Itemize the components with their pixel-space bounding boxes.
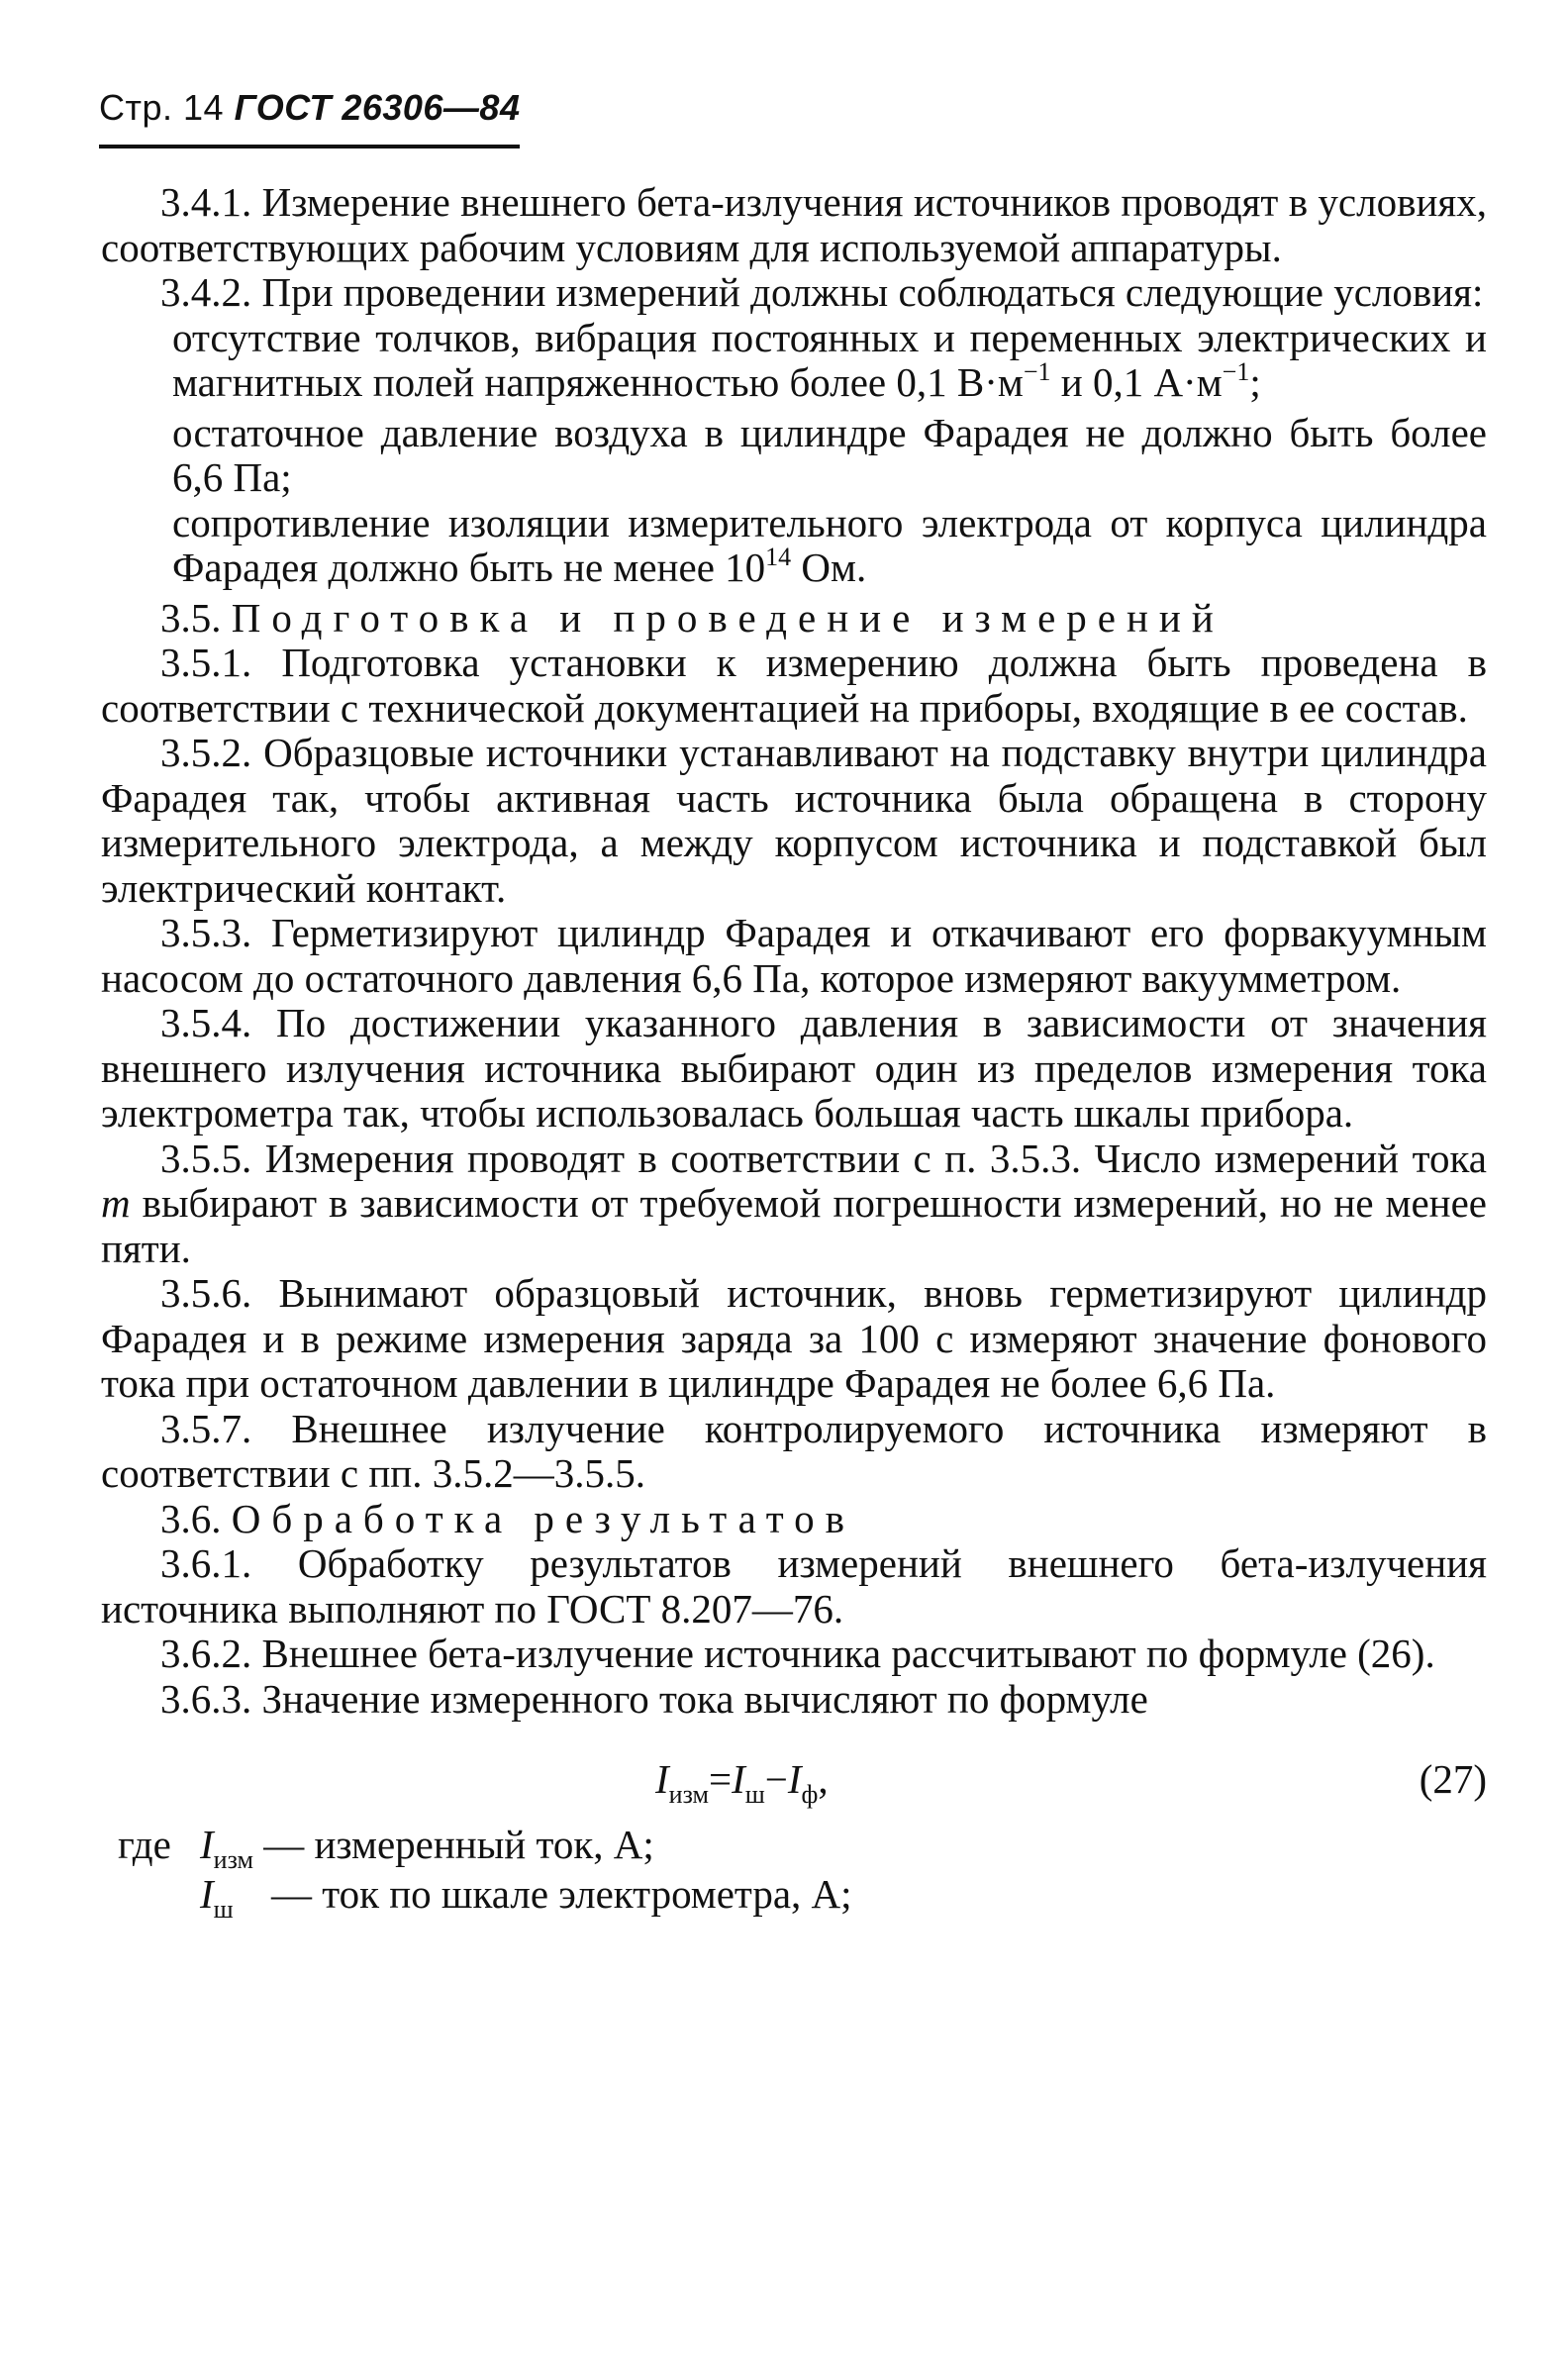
equation-number: (27)	[1419, 1756, 1487, 1802]
formula-subscript: ш	[213, 1895, 234, 1924]
formula-minus: −	[764, 1756, 788, 1802]
paragraph-3-5-2: 3.5.2. Образцовые источники устанавливают на подставку внутри цилиндра Фарадея так, чтобы активная часть источника была обращена в сторону измерительного электрода, а между корпусом источника и подставкой был электрический контакт.	[101, 730, 1487, 911]
section-title: Подготовка и проведение измерений	[231, 594, 1225, 641]
formula-subscript: ф	[801, 1780, 819, 1809]
variable-m: m	[101, 1180, 131, 1226]
formula-subscript: ш	[744, 1780, 765, 1809]
formula-equals: =	[708, 1756, 733, 1802]
condition-insulation-end: Ом.	[791, 544, 867, 590]
formula-subscript: изм	[213, 1845, 253, 1874]
formula-27	[101, 1755, 1487, 1823]
section-number: 3.5.	[160, 594, 222, 641]
condition-pressure: остаточное давление воздуха в цилиндре Фарадея не должно быть более 6,6 Па;	[172, 409, 1487, 500]
formula-expression	[655, 1757, 829, 1808]
header-rule	[99, 145, 520, 148]
formula-var: I	[200, 1871, 214, 1917]
paragraph-3-6-3: 3.6.3. Значение измеренного тока вычисляют по формуле	[160, 1675, 1148, 1722]
standard-id: ГОСТ 26306—84	[234, 87, 521, 128]
paragraph-3-5-5-text-2: выбирают в зависимости от требуемой погрешности измерений, но не менее пяти.	[101, 1180, 1487, 1271]
paragraph-3-5-6: 3.5.6. Вынимают образцовый источник, вновь герметизируют цилиндр Фарадея и в режиме измерения заряда за 100 с измеряют значение фонового тока при остаточном давлении в цилиндре Фарадея не более 6,6 Па.	[101, 1270, 1487, 1406]
condition-fields-text: отсутствие толчков, вибрация постоянных и переменных электрических и магнитных полей напряженностью более 0,1 В·м	[172, 314, 1487, 405]
where-description: — ток по шкале электрометра, А;	[260, 1871, 852, 1917]
formula-var: I	[655, 1756, 669, 1802]
condition-insulation	[101, 501, 1487, 596]
paragraph-3-5-4: 3.5.4. По достижении указанного давления в зависимости от значения внешнего излучения источника выбирают один из пределов измерения тока электрометра так, чтобы использовалась большая часть шкалы прибора.	[101, 1000, 1487, 1136]
formula-comma: ,	[818, 1756, 829, 1802]
superscript: 14	[765, 543, 792, 571]
section-3-6-heading	[101, 1497, 1487, 1542]
formula-var: I	[200, 1822, 214, 1867]
page-number-label: Стр. 14	[99, 87, 225, 128]
section-3-5-heading	[101, 596, 1487, 642]
formula-subscript: изм	[668, 1780, 709, 1809]
superscript: −1	[1222, 357, 1250, 386]
paragraph-3-6-2: 3.6.2. Внешнее бета-излучение источника рассчитывают по формуле (26).	[160, 1631, 1435, 1676]
section-number: 3.6.	[160, 1495, 222, 1541]
paragraph-3-5-5	[101, 1137, 1487, 1272]
where-item	[101, 1823, 1487, 1872]
paragraph-3-5-5-text: 3.5.5. Измерения проводят в соответствии с п. 3.5.3. Число измерений тока	[160, 1135, 1487, 1181]
where-lead: где	[118, 1822, 171, 1867]
paragraph-3-5-1: 3.5.1. Подготовка установки к измерению должна быть проведена в соответствии с технической документацией на приборы, входящие в ее состав.	[101, 640, 1487, 731]
condition-insulation-text: сопротивление изоляции измерительного электрода от корпуса цилиндра Фарадея должно быть не менее 10	[172, 499, 1487, 590]
paragraph-3-4-1: 3.4.1. Измерение внешнего бета-излучения источников проводят в условиях, соответствующих рабочим условиям для используемой аппаратуры.	[101, 179, 1487, 270]
paragraph-3-6-1: 3.6.1. Обработку результатов измерений внешнего бета-излучения источника выполняют по ГОСТ 8.207—76.	[101, 1540, 1487, 1632]
paragraph-3-5-7: 3.5.7. Внешнее излучение контролируемого источника измеряют в соответствии с пп. 3.5.2—3.5.5.	[101, 1405, 1487, 1496]
where-definition	[200, 1872, 852, 1923]
condition-fields-text-2: и 0,1 А·м	[1050, 359, 1223, 405]
paragraph-3-5-3: 3.5.3. Герметизируют цилиндр Фарадея и откачивают его форвакуумным насосом до остаточного давления 6,6 Па, которое измеряют вакуумметром.	[101, 910, 1487, 1001]
condition-fields	[101, 316, 1487, 411]
condition-fields-end: ;	[1249, 359, 1261, 405]
where-item	[101, 1872, 1487, 1922]
superscript: −1	[1023, 357, 1051, 386]
formula-var: I	[732, 1756, 745, 1802]
section-title: Обработка результатов	[231, 1495, 856, 1541]
document-body	[101, 180, 1487, 1922]
paragraph-3-4-2: 3.4.2. При проведении измерений должны соблюдаться следующие условия:	[160, 269, 1484, 315]
where-list	[101, 1823, 1487, 1922]
where-description: — измеренный ток, А;	[252, 1822, 654, 1867]
formula-var: I	[787, 1756, 802, 1802]
where-definition	[200, 1823, 654, 1873]
page-header	[99, 87, 525, 129]
